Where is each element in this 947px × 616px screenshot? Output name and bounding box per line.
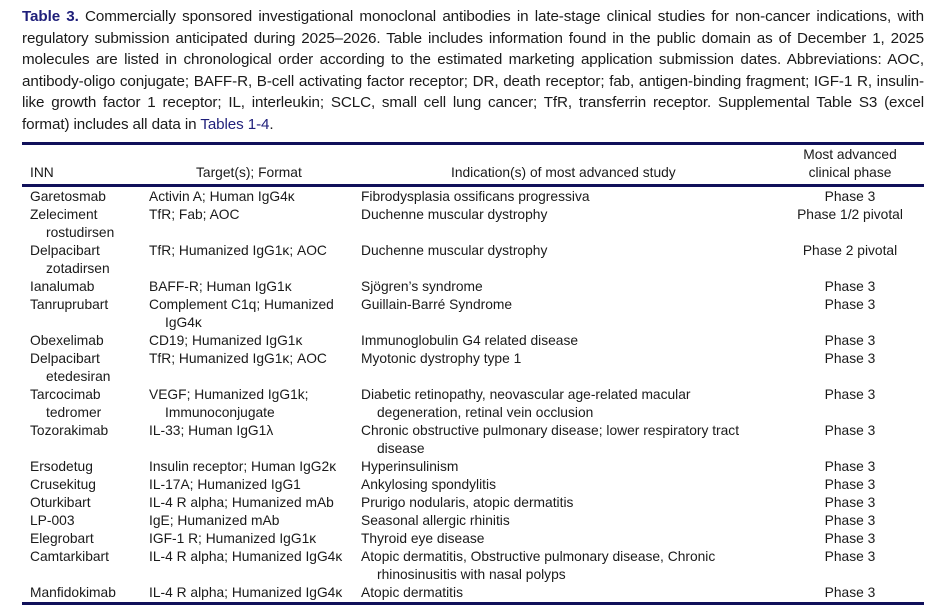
cell-inn xyxy=(30,548,142,566)
inn-text: etedesiran xyxy=(46,369,111,384)
cell-target xyxy=(149,548,354,566)
cell-phase: Phase 3 xyxy=(824,333,876,348)
cell-phase: Phase 3 xyxy=(824,549,876,564)
cell-inn xyxy=(30,188,142,206)
cell-target xyxy=(149,242,354,260)
inn-text: Oturkibart xyxy=(30,495,91,510)
header-indication: Indication(s) of most advanced study xyxy=(451,165,676,180)
cell-inn xyxy=(30,350,142,386)
cell-inn xyxy=(30,476,142,494)
indication-text: Immunoglobulin G4 related disease xyxy=(361,333,579,348)
inn-text: Obexelimab xyxy=(30,333,104,348)
target-text: IL-4 R alpha; Humanized IgG4κ xyxy=(149,585,343,600)
inn-text: Delpacibart xyxy=(30,351,100,366)
cell-inn xyxy=(30,494,142,512)
indication-text: Atopic dermatitis xyxy=(361,585,463,600)
cell-inn xyxy=(30,332,142,350)
table-top-rule xyxy=(22,142,924,145)
table-row xyxy=(0,494,947,512)
cell-phase: Phase 3 xyxy=(824,279,876,294)
cell-phase: Phase 3 xyxy=(824,459,876,474)
target-text: Immunoconjugate xyxy=(165,405,275,420)
indication-text: Seasonal allergic rhinitis xyxy=(361,513,510,528)
indication-text: Duchenne muscular dystrophy xyxy=(361,207,548,222)
caption-end: . xyxy=(269,115,274,133)
cell-phase: Phase 3 xyxy=(824,351,876,366)
header-inn: INN xyxy=(30,165,54,180)
cell-inn xyxy=(30,206,142,242)
table-row xyxy=(0,476,947,494)
indication-text: Diabetic retinopathy, neovascular age-related macular xyxy=(361,387,691,402)
inn-text: rostudirsen xyxy=(46,225,115,240)
cell-phase: Phase 3 xyxy=(824,585,876,600)
cell-inn xyxy=(30,530,142,548)
tables-link[interactable]: Tables 1-4 xyxy=(200,115,270,133)
cell-target xyxy=(149,476,354,494)
target-text: TfR; Fab; AOC xyxy=(149,207,240,222)
table-row xyxy=(0,458,947,476)
inn-text: tedromer xyxy=(46,405,102,420)
cell-target xyxy=(149,332,354,350)
indication-text: Ankylosing spondylitis xyxy=(361,477,496,492)
cell-indication xyxy=(361,206,776,224)
indication-text: degeneration, retinal vein occlusion xyxy=(377,405,594,420)
header-phase-line1: Most advanced xyxy=(803,147,897,162)
target-text: TfR; Humanized IgG1κ; AOC xyxy=(149,351,327,366)
cell-phase: Phase 3 xyxy=(824,495,876,510)
cell-phase: Phase 3 xyxy=(824,189,876,204)
cell-phase: Phase 3 xyxy=(824,297,876,312)
target-text: IgG4κ xyxy=(165,315,202,330)
cell-target xyxy=(149,386,354,422)
cell-target xyxy=(149,350,354,368)
indication-text: Chronic obstructive pulmonary disease; lower respiratory tract xyxy=(361,423,740,438)
cell-indication xyxy=(361,350,776,368)
cell-phase: Phase 2 pivotal xyxy=(802,243,898,258)
table-row xyxy=(0,188,947,206)
cell-target xyxy=(149,530,354,548)
cell-target xyxy=(149,512,354,530)
cell-phase: Phase 3 xyxy=(824,423,876,438)
cell-indication xyxy=(361,332,776,350)
table-row xyxy=(0,206,947,242)
cell-inn xyxy=(30,296,142,314)
cell-target xyxy=(149,278,354,296)
indication-text: Guillain-Barré Syndrome xyxy=(361,297,513,312)
target-text: CD19; Humanized IgG1κ xyxy=(149,333,303,348)
inn-text: Elegrobart xyxy=(30,531,94,546)
table-row xyxy=(0,548,947,584)
inn-text: Camtarkibart xyxy=(30,549,109,564)
table-header-rule xyxy=(22,184,924,187)
target-text: TfR; Humanized IgG1κ; AOC xyxy=(149,243,327,258)
inn-text: Crusekitug xyxy=(30,477,96,492)
cell-indication xyxy=(361,386,776,422)
caption-text: Commercially sponsored investigational monoclonal antibodies in late-stage clinical studies for non-cancer indications, with regulatory submission anticipated during 2025–2026. Table includes information found in the public domain as of December 1, 2025 molecules are listed in chronological order according to the estimated marketing application submission dates. Abbreviations: AOC, antibody-oligo conjugate; BAFF-R, B-cell activating factor receptor; DR, death receptor; fab, antigen-binding fragment; IGF-1 R, insulin-like growth factor 1 receptor; IL, interleukin; SCLC, small cell lung cancer; TfR, transferrin receptor. Supplemental Table S3 (excel format) includes all data in xyxy=(22,8,925,133)
cell-target xyxy=(149,494,354,512)
cell-indication xyxy=(361,512,776,530)
cell-indication xyxy=(361,548,776,584)
indication-text: Fibrodysplasia ossificans progressiva xyxy=(361,189,590,204)
cell-indication xyxy=(361,188,776,206)
table-caption xyxy=(22,6,924,136)
cell-phase: Phase 3 xyxy=(824,477,876,492)
cell-indication xyxy=(361,494,776,512)
table-bottom-rule xyxy=(22,602,924,605)
indication-text: Myotonic dystrophy type 1 xyxy=(361,351,522,366)
inn-text: Tarcocimab xyxy=(30,387,101,402)
target-text: IgE; Humanized mAb xyxy=(149,513,280,528)
target-text: Insulin receptor; Human IgG2κ xyxy=(149,459,337,474)
indication-text: Sjögren’s syndrome xyxy=(361,279,483,294)
table-row xyxy=(0,350,947,386)
inn-text: zotadirsen xyxy=(46,261,110,276)
target-text: IL-17A; Humanized IgG1 xyxy=(149,477,301,492)
inn-text: Tozorakimab xyxy=(30,423,109,438)
header-target: Target(s); Format xyxy=(196,165,302,180)
table-row xyxy=(0,422,947,458)
indication-text: Atopic dermatitis, Obstructive pulmonary disease, Chronic xyxy=(361,549,716,564)
table-row xyxy=(0,386,947,422)
table-row xyxy=(0,332,947,350)
table-label: Table 3. xyxy=(22,8,79,25)
target-text: BAFF-R; Human IgG1κ xyxy=(149,279,292,294)
cell-indication xyxy=(361,458,776,476)
table-row xyxy=(0,296,947,332)
table-row xyxy=(0,584,947,602)
table-row xyxy=(0,530,947,548)
target-text: IL-4 R alpha; Humanized IgG4κ xyxy=(149,549,343,564)
cell-indication xyxy=(361,242,776,260)
inn-text: Tanruprubart xyxy=(30,297,109,312)
cell-target xyxy=(149,188,354,206)
inn-text: LP-003 xyxy=(30,513,75,528)
cell-indication xyxy=(361,584,776,602)
cell-phase: Phase 1/2 pivotal xyxy=(797,207,903,222)
cell-indication xyxy=(361,296,776,314)
indication-text: rhinosinusitis with nasal polyps xyxy=(377,567,566,582)
inn-text: Ianalumab xyxy=(30,279,95,294)
cell-inn xyxy=(30,386,142,422)
indication-text: disease xyxy=(377,441,425,456)
target-text: IL-33; Human IgG1λ xyxy=(149,423,274,438)
indication-text: Thyroid eye disease xyxy=(361,531,485,546)
cell-indication xyxy=(361,476,776,494)
target-text: IL-4 R alpha; Humanized mAb xyxy=(149,495,334,510)
indication-text: Prurigo nodularis, atopic dermatitis xyxy=(361,495,574,510)
target-text: VEGF; Humanized IgG1k; xyxy=(149,387,309,402)
cell-target xyxy=(149,422,354,440)
cell-indication xyxy=(361,530,776,548)
inn-text: Garetosmab xyxy=(30,189,106,204)
cell-inn xyxy=(30,242,142,278)
header-phase-line2: clinical phase xyxy=(808,165,892,180)
cell-phase: Phase 3 xyxy=(824,531,876,546)
inn-text: Ersodetug xyxy=(30,459,93,474)
cell-target xyxy=(149,206,354,224)
header-phase xyxy=(775,146,925,182)
table-row xyxy=(0,278,947,296)
target-text: IGF-1 R; Humanized IgG1κ xyxy=(149,531,317,546)
inn-text: Manfidokimab xyxy=(30,585,116,600)
cell-target xyxy=(149,458,354,476)
cell-target xyxy=(149,584,354,602)
inn-text: Zeleciment xyxy=(30,207,98,222)
table-row xyxy=(0,242,947,278)
indication-text: Hyperinsulinism xyxy=(361,459,459,474)
target-text: Activin A; Human IgG4κ xyxy=(149,189,295,204)
cell-phase: Phase 3 xyxy=(824,387,876,402)
cell-inn xyxy=(30,512,142,530)
cell-inn xyxy=(30,422,142,440)
cell-indication xyxy=(361,422,776,458)
cell-inn xyxy=(30,584,142,602)
cell-phase: Phase 3 xyxy=(824,513,876,528)
cell-inn xyxy=(30,278,142,296)
inn-text: Delpacibart xyxy=(30,243,100,258)
cell-indication xyxy=(361,278,776,296)
table-row xyxy=(0,512,947,530)
cell-inn xyxy=(30,458,142,476)
table-body xyxy=(0,188,947,602)
indication-text: Duchenne muscular dystrophy xyxy=(361,243,548,258)
target-text: Complement C1q; Humanized xyxy=(149,297,334,312)
cell-target xyxy=(149,296,354,332)
